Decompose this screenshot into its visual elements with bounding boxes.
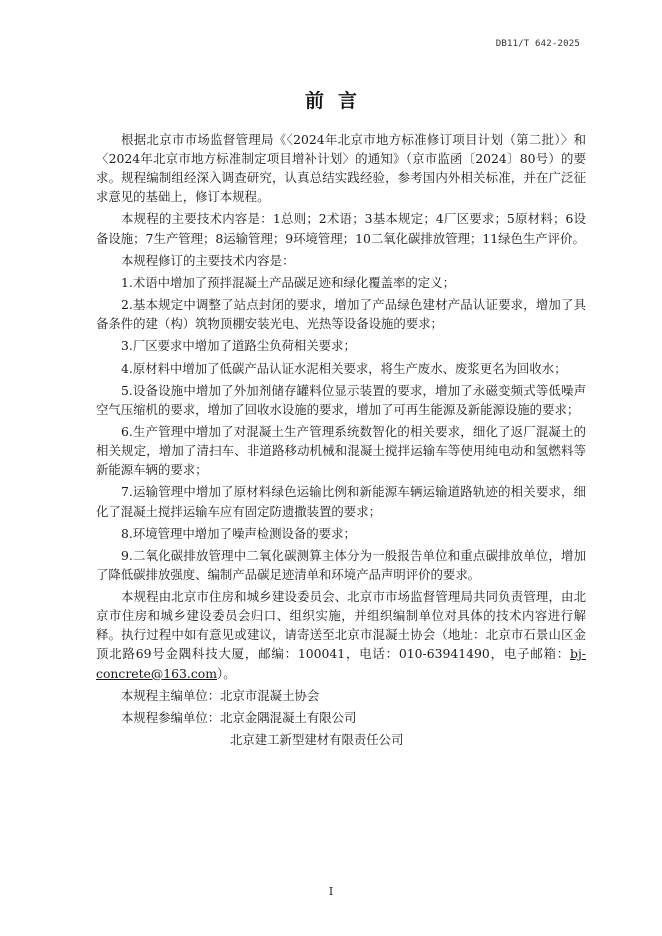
revision-item-8: 8.环境管理中增加了噪声检测设备的要求； (121, 525, 356, 541)
paragraph-revision-intro: 本规程修订的主要技术内容是： (121, 252, 295, 268)
foreword-body (96, 130, 586, 752)
page-number: I (328, 885, 334, 898)
revision-item-7: 7.运输管理中增加了原材料绿色运输比例和新能源车辆运输道路轨迹的相关要求，细化了混凝土搅拌运输车应有固定防遗撒装置的要求； (96, 484, 586, 519)
revision-item-1: 1.术语中增加了预拌混凝土产品碳足迹和绿化覆盖率的定义； (121, 274, 455, 290)
revision-item-9: 9.二氧化碳排放管理中二氧化碳测算主体分为一般报告单位和重点碳排放单位，增加了降低碳排放强度、编制产品碳足迹清单和环境产品声明评价的要求。 (96, 547, 586, 582)
paragraph-basis: 根据北京市市场监督管理局《〈2024年北京市地方标准修订项目计划（第二批）〉和〈2024年北京市地方标准制定项目增补计划〉的通知》（京市监函〔2024〕80号）的要求。规程编制组经深入调查研究，认真总结实践经验，参考国内外相关标准，并在广泛征求意见的基础上，修订本规程。 (96, 132, 586, 205)
revision-item-5: 5.设备设施中增加了外加剂储存罐料位显示装置的要求，增加了永磁变频式等低噪声空气压缩机的要求，增加了回收水设施的要求，增加了可再生能源及新能源设施的要求； (96, 382, 586, 417)
revision-item-4: 4.原材料中增加了低碳产品认证水泥相关要求，将生产废水、废浆更名为回收水； (121, 360, 567, 376)
participating-unit: 本规程参编单位：北京金隅混凝土有限公司 (121, 709, 357, 725)
revision-item-6: 6.生产管理中增加了对混凝土生产管理系统数智化的相关要求，细化了返厂混凝土的相关规定，增加了清扫车、非道路移动机械和混凝土搅拌运输车等使用纯电动和氢燃料等新能源车辆的要求； (96, 424, 586, 478)
management-text-end: ）。 (217, 665, 236, 681)
chief-editor-unit: 本规程主编单位：北京市混凝土协会 (121, 687, 320, 703)
management-text: 本规程由北京市住房和城乡建设委员会、北京市市场监督管理局共同负责管理，由北京市住房和城乡建设委员会归口、组织实施，并组织编制单位对具体的技术内容进行解释。执行过程中如有意见或建议，请寄送至北京市混凝土协会（地址：北京市石景山区金顶北路69号金隅科技大厦，邮编：100041，电话：010-63941490，电子邮箱： (96, 589, 586, 662)
revision-item-2: 2.基本规定中调整了站点封闭的要求，增加了产品绿色建材产品认证要求，增加了具备条件的建（构）筑物顶棚安装光电、光热等设备设施的要求； (96, 297, 586, 332)
standard-code: DB11/T 642-2025 (495, 39, 580, 49)
page-title: 前言 (304, 90, 371, 112)
paragraph-management (96, 587, 586, 682)
revision-item-3: 3.厂区要求中增加了道路尘负荷相关要求； (121, 338, 356, 354)
contact-email-link[interactable]: bj-concrete@163.com (96, 646, 586, 681)
paragraph-main-content: 本规程的主要技术内容是：1总则；2术语；3基本规定；4厂区要求；5原材料；6设备设施；7生产管理；8运输管理；9环境管理；10二氧化碳排放管理；11绿色生产评价。 (96, 211, 586, 246)
participating-unit-2: 北京建工新型建材有限责任公司 (230, 732, 404, 748)
